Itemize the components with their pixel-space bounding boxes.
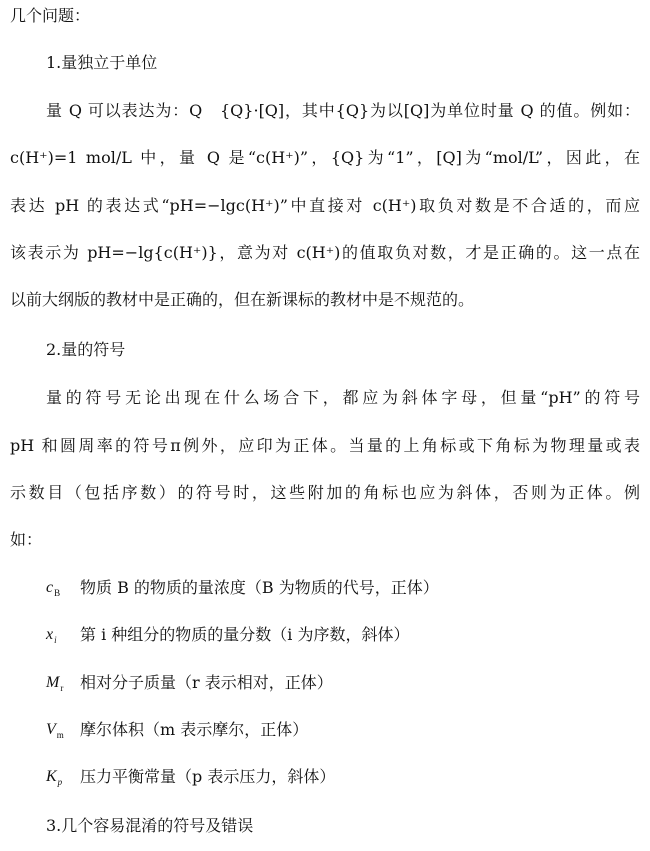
paragraph-1-line-1: 量 Q 可以表达为：Q {Q}·[Q]，其中{Q}为以[Q]为单位时量 Q 的值。例如：: [46, 101, 640, 120]
paragraph-2-line-3: 示数目（包括序数）的符号时，这些附加的角标也应为斜体，否则为正体。例: [10, 483, 640, 502]
symbol-m-r: [46, 673, 63, 694]
intro-line: 几个问题：: [10, 6, 91, 25]
symbol-subscript: p: [57, 777, 63, 787]
symbol-main: M: [46, 674, 60, 691]
paragraph-1-line-3: 表达 pH 的表达式“pH=−lgc(H⁺)”中直接对 c(H⁺)取负对数是不合适的，而应: [10, 196, 640, 215]
symbol-v-m: [46, 720, 64, 741]
section-heading-3: 3.几个容易混淆的符号及错误: [46, 816, 254, 835]
paragraph-2-line-4: 如：: [10, 530, 43, 549]
symbol-subscript: B: [54, 588, 61, 598]
paragraph-1-line-2: c(H⁺)=1 mol/L 中，量 Q 是“c(H⁺)”，{Q}为“1”，[Q]为“mol/L”，因此，在: [10, 148, 640, 167]
symbol-description: 压力平衡常量（p 表示压力，斜体）: [80, 767, 336, 786]
section-heading-2: 2.量的符号: [46, 340, 126, 359]
symbol-description: 物质 B 的物质的量浓度（B 为物质的代号，正体）: [80, 578, 439, 597]
symbol-description: 摩尔体积（m 表示摩尔，正体）: [80, 720, 309, 739]
paragraph-1-line-5: 以前大纲版的教材中是正确的，但在新课标的教材中是不规范的。: [10, 290, 475, 309]
paragraph-2-line-2: pH 和圆周率的符号π例外，应印为正体。当量的上角标或下角标为物理量或表: [10, 436, 640, 455]
symbol-description: 相对分子质量（r 表示相对，正体）: [80, 673, 333, 692]
symbol-main: x: [46, 626, 54, 643]
paragraph-1-line-4: 该表示为 pH=−lg{c(H⁺)}，意为对 c(H⁺)的值取负对数，才是正确的。这一点在: [10, 243, 640, 262]
section-heading-1: 1.量独立于单位: [46, 53, 158, 72]
symbol-k-p: [46, 767, 62, 788]
symbol-x-i: [46, 625, 57, 646]
symbol-subscript: r: [60, 683, 64, 693]
symbol-c-b: [46, 578, 60, 599]
paragraph-2-line-1: 量的符号无论出现在什么场合下，都应为斜体字母，但量“pH”的符号: [46, 388, 640, 407]
symbol-main: K: [46, 768, 57, 785]
symbol-subscript: i: [54, 635, 57, 645]
symbol-description: 第 i 种组分的物质的量分数（i 为序数，斜体）: [80, 625, 410, 644]
symbol-main: c: [46, 579, 54, 596]
symbol-subscript: m: [56, 730, 64, 740]
symbol-main: V: [46, 721, 56, 738]
